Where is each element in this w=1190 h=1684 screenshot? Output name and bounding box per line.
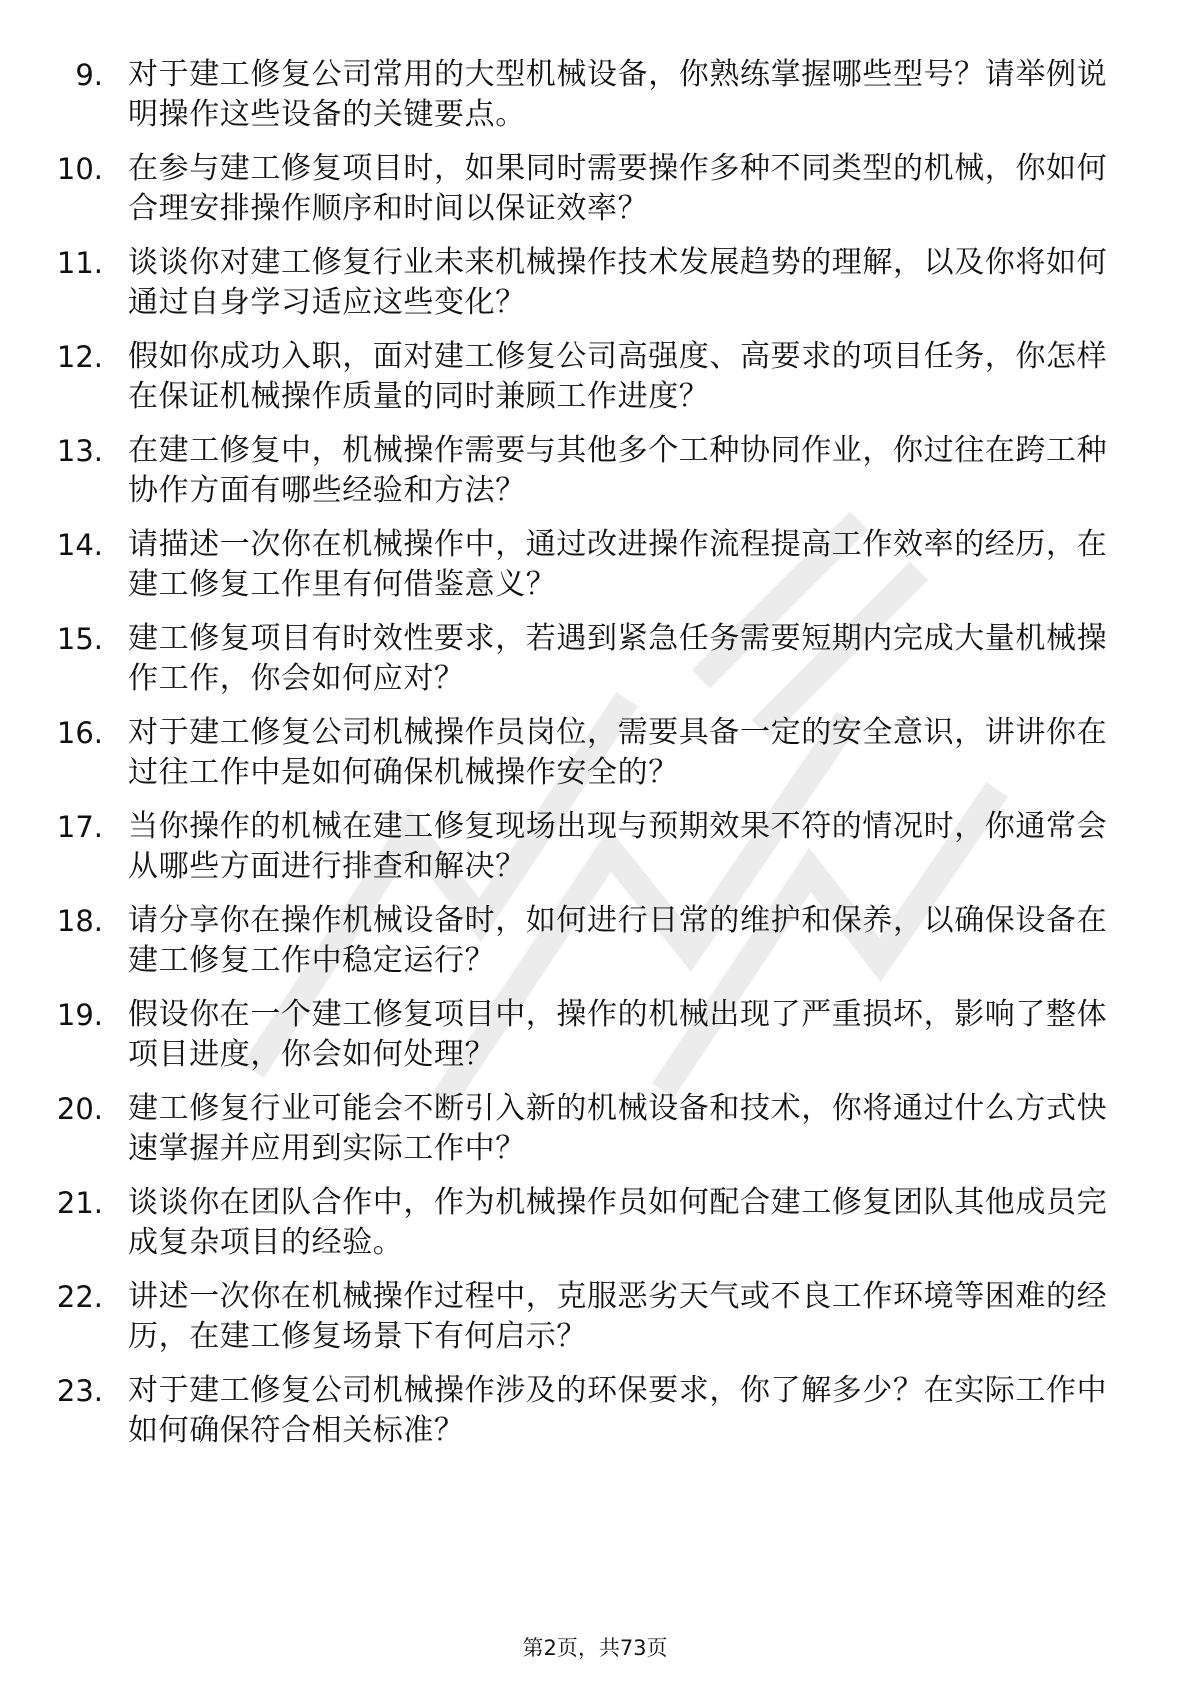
question-item xyxy=(0,990,1190,1084)
question-item xyxy=(0,708,1190,802)
question-text: 请描述一次你在机械操作中，通过改进操作流程提高工作效率的经历，在建工修复工作里有何借鉴意义？ xyxy=(128,527,1108,602)
question-text: 当你操作的机械在建工修复现场出现与预期效果不符的情况时，你通常会从哪些方面进行排查和解决？ xyxy=(128,809,1108,884)
question-text: 建工修复行业可能会不断引入新的机械设备和技术，你将通过什么方式快速掌握并应用到实际工作中？ xyxy=(128,1091,1108,1166)
question-text: 在建工修复中，机械操作需要与其他多个工种协同作业，你过往在跨工种协作方面有哪些经验和方法？ xyxy=(128,433,1108,508)
question-text: 对于建工修复公司机械操作涉及的环保要求，你了解多少？在实际工作中如何确保符合相关标准？ xyxy=(128,1373,1108,1448)
question-item xyxy=(0,144,1190,238)
question-number: 13. xyxy=(56,434,103,468)
question-text: 谈谈你对建工修复行业未来机械操作技术发展趋势的理解，以及你将如何通过自身学习适应这些变化？ xyxy=(128,245,1108,320)
question-item xyxy=(0,520,1190,614)
question-number: 20. xyxy=(56,1092,103,1126)
question-text: 谈谈你在团队合作中，作为机械操作员如何配合建工修复团队其他成员完成复杂项目的经验。 xyxy=(128,1185,1108,1260)
question-text: 对于建工修复公司机械操作员岗位，需要具备一定的安全意识，讲讲你在过往工作中是如何确保机械操作安全的？ xyxy=(128,715,1108,790)
question-item xyxy=(0,896,1190,990)
question-text: 对于建工修复公司常用的大型机械设备，你熟练掌握哪些型号？请举例说明操作这些设备的关键要点。 xyxy=(128,57,1108,132)
question-item xyxy=(0,1366,1190,1460)
question-text: 在参与建工修复项目时，如果同时需要操作多种不同类型的机械，你如何合理安排操作顺序和时间以保证效率？ xyxy=(128,151,1108,226)
question-number: 12. xyxy=(56,340,103,374)
question-item xyxy=(0,1178,1190,1272)
question-text: 讲述一次你在机械操作过程中，克服恶劣天气或不良工作环境等困难的经历，在建工修复场景下有何启示？ xyxy=(128,1279,1108,1354)
question-text: 假如你成功入职，面对建工修复公司高强度、高要求的项目任务，你怎样在保证机械操作质量的同时兼顾工作进度？ xyxy=(128,339,1108,414)
question-number: 11. xyxy=(56,246,103,280)
question-item xyxy=(0,50,1190,144)
question-item xyxy=(0,332,1190,426)
question-number: 23. xyxy=(56,1374,103,1408)
question-item xyxy=(0,426,1190,520)
page-number: 第2页，共73页 xyxy=(522,1636,668,1660)
question-number: 18. xyxy=(56,904,103,938)
question-number: 9. xyxy=(75,58,103,92)
question-text: 假设你在一个建工修复项目中，操作的机械出现了严重损坏，影响了整体项目进度，你会如何处理？ xyxy=(128,997,1108,1072)
question-number: 19. xyxy=(56,998,103,1032)
question-number: 15. xyxy=(56,622,103,656)
question-list xyxy=(0,50,1190,1460)
question-number: 16. xyxy=(56,716,103,750)
question-number: 21. xyxy=(56,1186,103,1220)
question-text: 请分享你在操作机械设备时，如何进行日常的维护和保养，以确保设备在建工修复工作中稳定运行？ xyxy=(128,903,1108,978)
question-item xyxy=(0,614,1190,708)
question-number: 10. xyxy=(56,152,103,186)
question-number: 22. xyxy=(56,1280,103,1314)
question-item xyxy=(0,238,1190,332)
question-item xyxy=(0,802,1190,896)
question-item xyxy=(0,1084,1190,1178)
question-text: 建工修复项目有时效性要求，若遇到紧急任务需要短期内完成大量机械操作工作，你会如何应对？ xyxy=(128,621,1108,696)
question-number: 14. xyxy=(56,528,103,562)
question-number: 17. xyxy=(56,810,103,844)
question-item xyxy=(0,1272,1190,1366)
